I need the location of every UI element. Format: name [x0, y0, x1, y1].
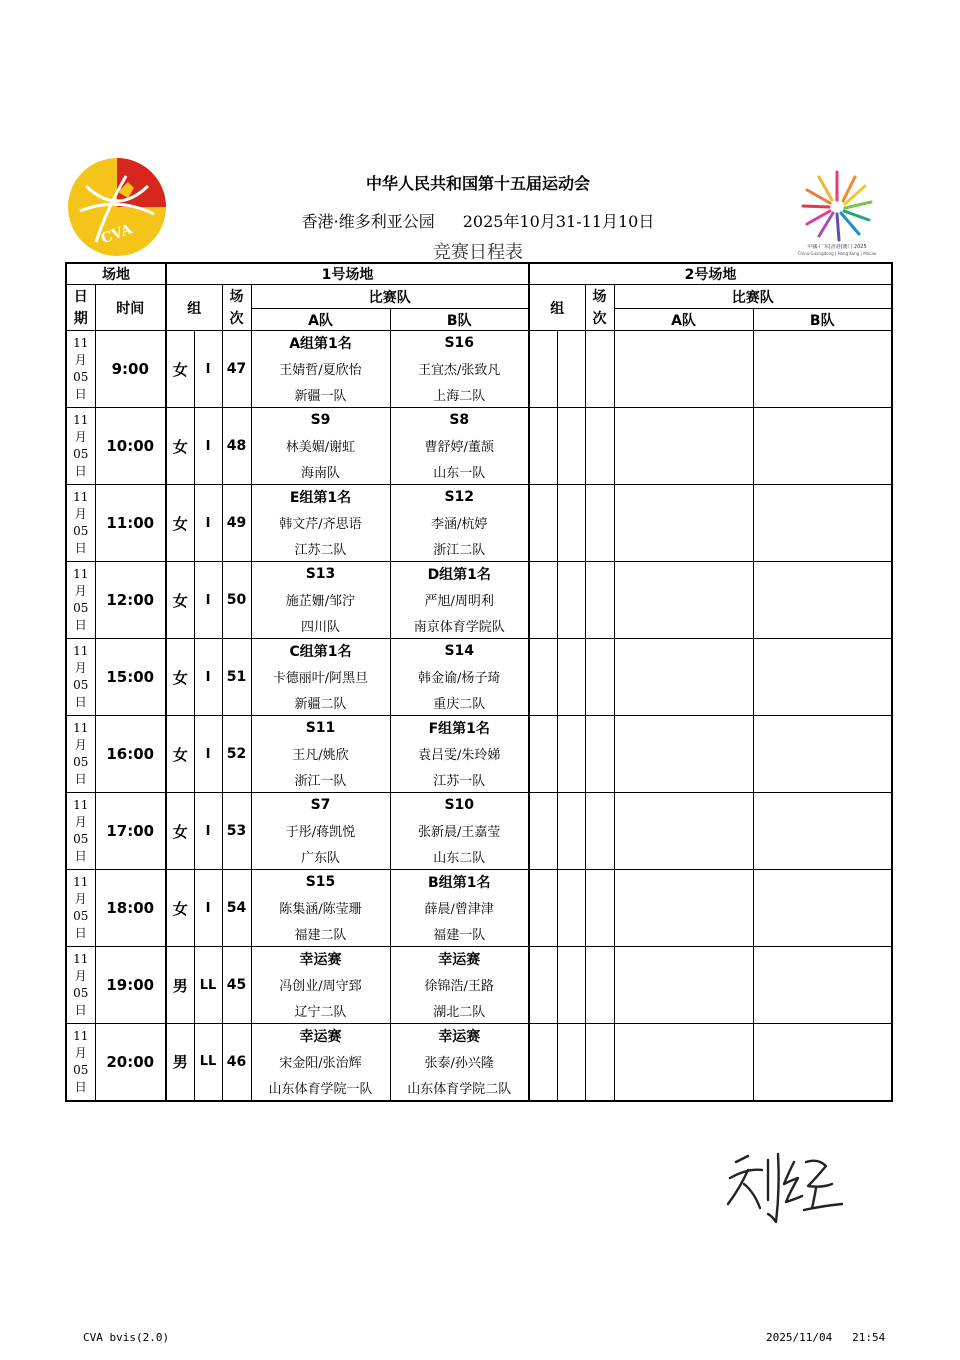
match-date-part: 05: [73, 755, 89, 769]
team-a-players: 宋金阳/张治辉: [251, 1048, 390, 1075]
team-a-players: 于彤/蒋凯悦: [251, 817, 390, 844]
team-b-players: 袁吕雯/朱玲娣: [390, 740, 529, 767]
team-a-players: 卡德丽叶/阿黑旦: [251, 663, 390, 690]
court2-gender: [529, 947, 557, 1024]
footer-software: CVA bvis(2.0): [83, 1331, 170, 1344]
team-a-club: 福建二队: [251, 921, 390, 947]
venue: 香港·维多利亚公园: [301, 212, 435, 231]
team-b-players: 曹舒婷/董颉: [390, 432, 529, 459]
signature: [718, 1148, 846, 1226]
match-date-part: 月: [74, 661, 87, 675]
match-date-part: 日: [74, 464, 87, 478]
team-b-seed: 幸运赛: [390, 947, 529, 971]
match-gender: 女: [166, 331, 194, 408]
court2-team-a: [614, 716, 753, 793]
match-date-part: 日: [74, 772, 87, 786]
match-header: 场次: [222, 285, 251, 331]
teams-header-court2: 比赛队: [614, 285, 892, 309]
team-b-club: 山东体育学院二队: [390, 1075, 529, 1101]
match-number: 51: [222, 639, 251, 716]
match-date-part: 月: [74, 584, 87, 598]
court2-team-b: [753, 1024, 892, 1101]
match-time: 17:00: [95, 793, 166, 870]
match-stage: I: [194, 408, 222, 485]
team-a-club: 新疆二队: [251, 690, 390, 716]
team-b-club: 上海二队: [390, 382, 529, 408]
match-date-part: 月: [74, 507, 87, 521]
group-header-court2: 组: [529, 285, 585, 331]
match-number: 46: [222, 1024, 251, 1101]
court2-match-number: [585, 408, 614, 485]
match-date: [66, 562, 95, 639]
match-time: 15:00: [95, 639, 166, 716]
court2-team-a: [614, 562, 753, 639]
team-b-club: 山东二队: [390, 844, 529, 870]
team-b-players: 严旭/周明利: [390, 586, 529, 613]
match-gender: 女: [166, 639, 194, 716]
team-b-seed: B组第1名: [390, 870, 529, 894]
match-date-part: 11: [73, 721, 89, 735]
match-date-part: 日: [74, 849, 87, 863]
match-gender: 女: [166, 562, 194, 639]
court2-team-a: [614, 331, 753, 408]
team-a-club: 新疆一队: [251, 382, 390, 408]
match-time: 10:00: [95, 408, 166, 485]
match-time: 9:00: [95, 331, 166, 408]
match-date: [66, 716, 95, 793]
match-date-part: 日: [74, 618, 87, 632]
match-date: [66, 1024, 95, 1101]
court2-match-number: [585, 947, 614, 1024]
court2-team-b: [753, 716, 892, 793]
team-b-club: 福建一队: [390, 921, 529, 947]
court2-stage: [557, 716, 585, 793]
team-a-club: 山东体育学院一队: [251, 1075, 390, 1101]
match-stage: I: [194, 331, 222, 408]
court2-stage: [557, 947, 585, 1024]
match-date-part: 11: [73, 875, 89, 889]
time-header: 时间: [95, 285, 166, 331]
team-a-seed: S11: [251, 716, 390, 740]
match-date-part: 05: [73, 524, 89, 538]
court2-stage: [557, 793, 585, 870]
schedule-row: [66, 485, 892, 509]
match-gender: 女: [166, 793, 194, 870]
match-date-part: 05: [73, 601, 89, 615]
match-time: 18:00: [95, 870, 166, 947]
match-date-part: 日: [74, 387, 87, 401]
match-gender: 男: [166, 947, 194, 1024]
team-a-club: 浙江一队: [251, 767, 390, 793]
match-date-part: 月: [74, 892, 87, 906]
match-time: 20:00: [95, 1024, 166, 1101]
court2-stage: [557, 870, 585, 947]
team-b-seed: S16: [390, 331, 529, 355]
match-time: 11:00: [95, 485, 166, 562]
team-a-club: 海南队: [251, 459, 390, 485]
team-b-seed: S10: [390, 793, 529, 817]
match-date-part: 05: [73, 447, 89, 461]
court2-stage: [557, 562, 585, 639]
team-a-seed: 幸运赛: [251, 947, 390, 971]
match-stage: I: [194, 870, 222, 947]
court2-gender: [529, 331, 557, 408]
team-b-club: 南京体育学院队: [390, 613, 529, 639]
footer-time: 21:54: [852, 1331, 886, 1344]
team-a-players: 王凡/姚欣: [251, 740, 390, 767]
team-b-seed: F组第1名: [390, 716, 529, 740]
match-stage: I: [194, 639, 222, 716]
team-a-club: 江苏二队: [251, 536, 390, 562]
court2-team-a: [614, 485, 753, 562]
court2-team-a: [614, 870, 753, 947]
team-b-seed: 幸运赛: [390, 1024, 529, 1048]
court2-match-number: [585, 639, 614, 716]
match-number: 49: [222, 485, 251, 562]
match-date-part: 月: [74, 353, 87, 367]
match-date-part: 月: [74, 738, 87, 752]
match-gender: 女: [166, 870, 194, 947]
match-number: 48: [222, 408, 251, 485]
court2-team-b: [753, 639, 892, 716]
venue-header: 场地: [66, 263, 166, 285]
team-a-seed: S15: [251, 870, 390, 894]
court2-gender: [529, 793, 557, 870]
match-date-part: 05: [73, 909, 89, 923]
team-a-club: 广东队: [251, 844, 390, 870]
match-gender: 女: [166, 408, 194, 485]
teams-header: 比赛队: [251, 285, 529, 309]
match-date-part: 日: [74, 1003, 87, 1017]
team-b-players: 徐锦浩/王路: [390, 971, 529, 998]
match-number: 50: [222, 562, 251, 639]
court2-team-b: [753, 485, 892, 562]
games-logo-caption-en: China·Guangdong | Hong Kong | Macao: [797, 251, 877, 256]
match-date-part: 月: [74, 969, 87, 983]
match-date-part: 11: [73, 490, 89, 504]
team-a-seed: S9: [251, 408, 390, 432]
match-date-part: 05: [73, 986, 89, 1000]
schedule-row: [66, 1024, 892, 1048]
team-a-seed: 幸运赛: [251, 1024, 390, 1048]
match-date-part: 05: [73, 832, 89, 846]
court2-gender: [529, 562, 557, 639]
match-date-part: 11: [73, 644, 89, 658]
games-logo-caption: 中國·广东|香港|澳门 2025: [807, 244, 867, 250]
court2-gender: [529, 1024, 557, 1101]
match-date-part: 05: [73, 1062, 89, 1077]
svg-text:CVA: CVA: [98, 221, 135, 248]
court2-match-number: [585, 793, 614, 870]
schedule-table: [65, 262, 893, 1102]
match-date-part: 05: [73, 678, 89, 692]
team-b-seed: S8: [390, 408, 529, 432]
team-a-seed: E组第1名: [251, 485, 390, 509]
court2-gender: [529, 870, 557, 947]
court1-header: 1号场地: [166, 263, 529, 285]
team-b-header: B队: [390, 309, 529, 331]
match-number: 54: [222, 870, 251, 947]
match-number: 53: [222, 793, 251, 870]
schedule-row: [66, 947, 892, 971]
court2-match-number: [585, 1024, 614, 1101]
court2-team-a: [614, 639, 753, 716]
match-header-court2: 场次: [585, 285, 614, 331]
footer-date: 2025/11/04: [766, 1331, 833, 1344]
match-time: 16:00: [95, 716, 166, 793]
team-a-players: 韩文芹/齐思语: [251, 509, 390, 536]
venue-and-dates: [0, 209, 956, 232]
team-b-club: 重庆二队: [390, 690, 529, 716]
court2-team-b: [753, 562, 892, 639]
team-b-club: 山东一队: [390, 459, 529, 485]
team-a-players: 施芷姗/邹泞: [251, 586, 390, 613]
match-gender: 男: [166, 1024, 194, 1101]
court2-gender: [529, 639, 557, 716]
date-header: 日期: [66, 285, 95, 331]
footer-timestamp: [766, 1331, 885, 1344]
match-date: [66, 331, 95, 408]
match-stage: I: [194, 562, 222, 639]
match-time: 19:00: [95, 947, 166, 1024]
match-stage: LL: [194, 1024, 222, 1101]
court2-team-a: [614, 793, 753, 870]
team-a-club: 四川队: [251, 613, 390, 639]
team-a-players: 冯创业/周守郅: [251, 971, 390, 998]
match-time: 12:00: [95, 562, 166, 639]
court2-stage: [557, 639, 585, 716]
match-date: [66, 485, 95, 562]
match-number: 52: [222, 716, 251, 793]
team-b-club: 湖北二队: [390, 998, 529, 1024]
match-date: [66, 408, 95, 485]
match-stage: I: [194, 485, 222, 562]
team-b-header-court2: B队: [753, 309, 892, 331]
court2-stage: [557, 408, 585, 485]
page-title: 中华人民共和国第十五届运动会: [365, 174, 590, 193]
group-header: 组: [166, 285, 222, 331]
schedule-row: [66, 793, 892, 817]
match-date: [66, 947, 95, 1024]
team-a-header: A队: [251, 309, 390, 331]
court2-gender: [529, 716, 557, 793]
match-number: 47: [222, 331, 251, 408]
court2-match-number: [585, 716, 614, 793]
team-b-players: 韩金谕/杨子琦: [390, 663, 529, 690]
team-b-players: 王宜杰/张致凡: [390, 355, 529, 382]
team-a-players: 王婧哲/夏欣怡: [251, 355, 390, 382]
match-stage: LL: [194, 947, 222, 1024]
team-a-seed: C组第1名: [251, 639, 390, 663]
match-date-part: 日: [74, 1079, 87, 1094]
court2-gender: [529, 408, 557, 485]
match-date-part: 11: [73, 567, 89, 581]
match-date-part: 日: [74, 695, 87, 709]
court2-header: 2号场地: [529, 263, 892, 285]
match-number: 45: [222, 947, 251, 1024]
schedule-row: [66, 562, 892, 586]
team-b-players: 张新晨/王嘉莹: [390, 817, 529, 844]
match-date-part: 月: [74, 430, 87, 444]
event-dates: 2025年10月31-11月10日: [462, 212, 655, 231]
court2-stage: [557, 331, 585, 408]
team-b-club: 江苏一队: [390, 767, 529, 793]
court2-team-a: [614, 947, 753, 1024]
team-b-players: 李涵/杭婷: [390, 509, 529, 536]
match-date-part: 月: [74, 1045, 87, 1060]
court2-match-number: [585, 562, 614, 639]
court2-stage: [557, 1024, 585, 1101]
match-date-part: 日: [74, 926, 87, 940]
court2-team-a: [614, 408, 753, 485]
schedule-row: [66, 716, 892, 740]
team-b-club: 浙江二队: [390, 536, 529, 562]
team-a-seed: A组第1名: [251, 331, 390, 355]
schedule-row: [66, 331, 892, 355]
team-b-seed: S12: [390, 485, 529, 509]
schedule-row: [66, 639, 892, 663]
court2-team-a: [614, 1024, 753, 1101]
match-date-part: 月: [74, 815, 87, 829]
court2-match-number: [585, 870, 614, 947]
match-stage: I: [194, 716, 222, 793]
court2-team-b: [753, 331, 892, 408]
court2-team-b: [753, 947, 892, 1024]
match-date-part: 11: [73, 413, 89, 427]
team-b-players: 薛晨/曾津津: [390, 894, 529, 921]
match-stage: I: [194, 793, 222, 870]
court2-match-number: [585, 485, 614, 562]
team-b-players: 张泰/孙兴隆: [390, 1048, 529, 1075]
court2-stage: [557, 485, 585, 562]
team-b-seed: S14: [390, 639, 529, 663]
team-a-club: 辽宁二队: [251, 998, 390, 1024]
team-b-seed: D组第1名: [390, 562, 529, 586]
match-date-part: 11: [73, 336, 89, 350]
match-date-part: 11: [73, 1028, 89, 1043]
match-date-part: 05: [73, 370, 89, 384]
match-date-part: 11: [73, 952, 89, 966]
match-date-part: 日: [74, 541, 87, 555]
team-a-header-court2: A队: [614, 309, 753, 331]
court2-gender: [529, 485, 557, 562]
schedule-row: [66, 870, 892, 894]
document-name: 竞赛日程表: [433, 242, 523, 263]
team-a-players: 林美媚/谢虹: [251, 432, 390, 459]
team-a-seed: S13: [251, 562, 390, 586]
match-date: [66, 793, 95, 870]
match-gender: 女: [166, 716, 194, 793]
match-date: [66, 870, 95, 947]
match-date: [66, 639, 95, 716]
court2-match-number: [585, 331, 614, 408]
match-gender: 女: [166, 485, 194, 562]
court2-team-b: [753, 793, 892, 870]
match-date-part: 11: [73, 798, 89, 812]
court2-team-b: [753, 870, 892, 947]
team-a-seed: S7: [251, 793, 390, 817]
schedule-row: [66, 408, 892, 432]
court2-team-b: [753, 408, 892, 485]
team-a-players: 陈集涵/陈莹珊: [251, 894, 390, 921]
